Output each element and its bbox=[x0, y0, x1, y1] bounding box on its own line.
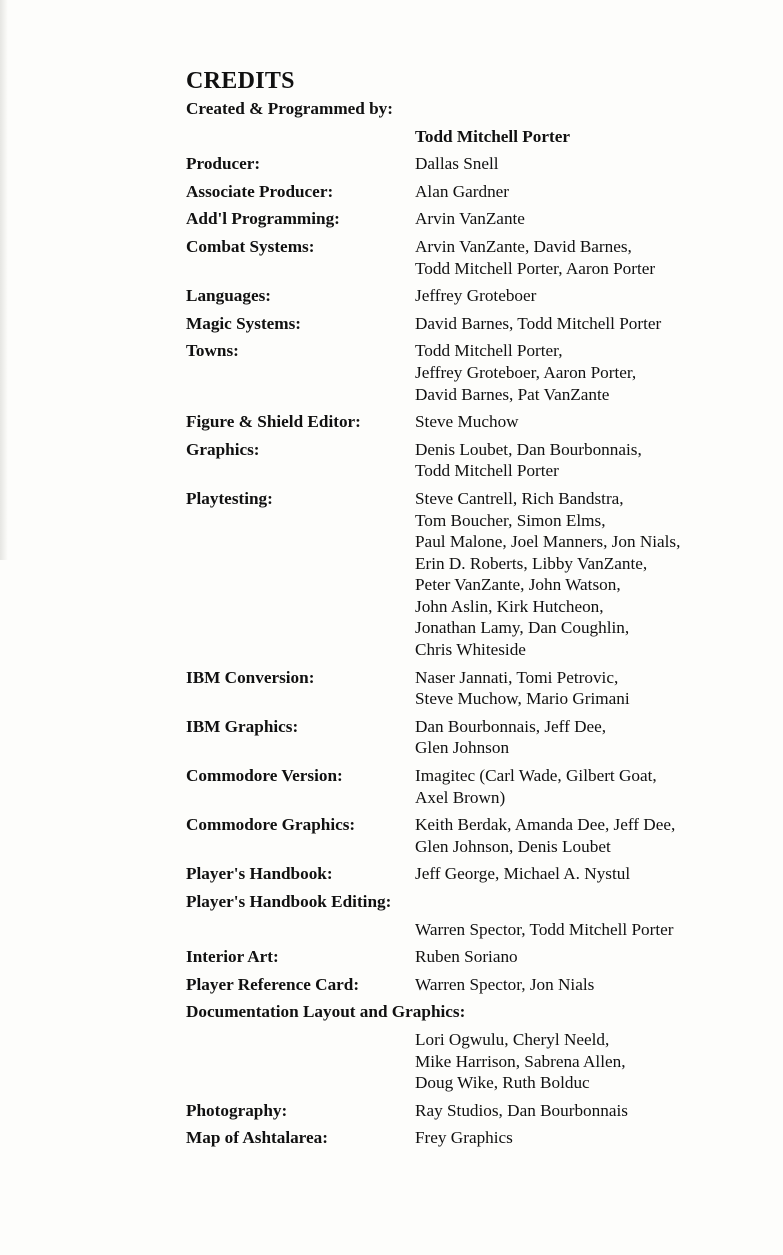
credit-name-line: Arvin VanZante, David Barnes, bbox=[415, 236, 632, 256]
credit-names bbox=[415, 208, 766, 230]
credit-name-line: David Barnes, Pat VanZante bbox=[415, 384, 610, 404]
credit-name-line: Warren Spector, Jon Nials bbox=[415, 974, 595, 994]
credit-role: Magic Systems: bbox=[186, 313, 302, 333]
credit-name-line: Axel Brown) bbox=[415, 787, 506, 807]
credit-role: Playtesting: bbox=[186, 488, 273, 508]
credit-name-line: Paul Malone, Joel Manners, Jon Nials, bbox=[415, 532, 681, 552]
credit-name-line: Denis Loubet, Dan Bourbonnais, bbox=[415, 439, 642, 459]
credit-name-line: Keith Berdak, Amanda Dee, Jeff Dee, bbox=[415, 815, 676, 835]
credit-name-line: Jeffrey Groteboer bbox=[415, 286, 537, 306]
credit-name-line: Peter VanZante, John Watson, bbox=[415, 575, 621, 595]
credit-name-line: Dallas Snell bbox=[415, 154, 499, 174]
credit-row bbox=[186, 181, 766, 203]
doc-layout-label: Documentation Layout and Graphics: bbox=[186, 1002, 466, 1022]
credit-name-line: Naser Jannati, Tomi Petrovic, bbox=[415, 667, 619, 687]
credit-role: Towns: bbox=[186, 341, 239, 361]
credit-row bbox=[186, 1100, 766, 1122]
created-by-name: Todd Mitchell Porter bbox=[415, 126, 570, 146]
credit-names bbox=[415, 411, 766, 433]
credit-row bbox=[186, 667, 766, 710]
credit-name-line: Erin D. Roberts, Libby VanZante, bbox=[415, 553, 648, 573]
credit-names bbox=[415, 181, 766, 203]
created-by-label: Created & Programmed by: bbox=[186, 99, 393, 118]
credit-name-line: Steve Cantrell, Rich Bandstra, bbox=[415, 488, 624, 508]
credit-name-line: Doug Wike, Ruth Bolduc bbox=[415, 1073, 590, 1093]
credit-role: Map of Ashtalarea: bbox=[186, 1128, 328, 1148]
credit-name-line: Arvin VanZante bbox=[415, 209, 525, 229]
credit-role: IBM Graphics: bbox=[186, 716, 299, 736]
credit-name-line: Todd Mitchell Porter, Aaron Porter bbox=[415, 258, 656, 278]
credit-names bbox=[415, 285, 766, 307]
doc-layout-row bbox=[186, 1029, 766, 1094]
credit-name-line: Ruben Soriano bbox=[415, 947, 518, 967]
credit-names bbox=[415, 153, 766, 175]
credit-role: Photography: bbox=[186, 1100, 288, 1120]
handbook-editing-name: Warren Spector, Todd Mitchell Porter bbox=[415, 919, 674, 939]
credit-row bbox=[186, 488, 766, 661]
credit-names bbox=[415, 974, 766, 996]
credit-role: Producer: bbox=[186, 154, 261, 174]
credit-role: Languages: bbox=[186, 286, 271, 306]
credit-name-line: John Aslin, Kirk Hutcheon, bbox=[415, 596, 604, 616]
credit-role: IBM Conversion: bbox=[186, 667, 315, 687]
credit-name-line: Mike Harrison, Sabrena Allen, bbox=[415, 1051, 626, 1071]
credit-row bbox=[186, 946, 766, 968]
credit-name-line: Chris Whiteside bbox=[415, 640, 526, 660]
credit-row bbox=[186, 814, 766, 857]
credit-names bbox=[415, 814, 766, 857]
credit-name-line: Jeff George, Michael A. Nystul bbox=[415, 864, 631, 884]
page-title: CREDITS bbox=[186, 68, 295, 94]
credits-page bbox=[186, 66, 766, 1149]
credit-name-line: David Barnes, Todd Mitchell Porter bbox=[415, 313, 662, 333]
credit-role: Associate Producer: bbox=[186, 181, 334, 201]
credit-role: Add'l Programming: bbox=[186, 209, 340, 229]
credit-name-line: Frey Graphics bbox=[415, 1128, 513, 1148]
credit-name-line: Dan Bourbonnais, Jeff Dee, bbox=[415, 716, 607, 736]
credit-names bbox=[415, 1100, 766, 1122]
credits-list-c bbox=[186, 1100, 766, 1149]
credit-names bbox=[415, 716, 766, 759]
credit-names bbox=[415, 439, 766, 482]
credit-role: Interior Art: bbox=[186, 947, 279, 967]
credit-names bbox=[415, 313, 766, 335]
credit-name-line: Todd Mitchell Porter, bbox=[415, 341, 563, 361]
page-edge-shadow bbox=[0, 0, 8, 560]
credit-row bbox=[186, 153, 766, 175]
credit-names bbox=[415, 340, 766, 405]
credit-name-line: Lori Ogwulu, Cheryl Neeld, bbox=[415, 1029, 610, 1049]
credit-role: Commodore Version: bbox=[186, 766, 343, 786]
credit-names bbox=[415, 946, 766, 968]
credit-row bbox=[186, 716, 766, 759]
credit-name-line: Jonathan Lamy, Dan Coughlin, bbox=[415, 618, 630, 638]
credit-name-line: Glen Johnson, Denis Loubet bbox=[415, 836, 611, 856]
credit-row bbox=[186, 439, 766, 482]
handbook-editing-row bbox=[186, 919, 766, 941]
credit-role: Graphics: bbox=[186, 439, 260, 459]
credit-name-line: Alan Gardner bbox=[415, 181, 510, 201]
credit-role: Player Reference Card: bbox=[186, 974, 360, 994]
credit-names bbox=[415, 1127, 766, 1149]
credit-name-line: Todd Mitchell Porter bbox=[415, 461, 559, 481]
credits-list-b bbox=[186, 946, 766, 995]
credit-row bbox=[186, 1127, 766, 1149]
handbook-editing-label: Player's Handbook Editing: bbox=[186, 892, 392, 911]
credit-name-line: Imagitec (Carl Wade, Gilbert Goat, bbox=[415, 766, 657, 786]
credit-row bbox=[186, 411, 766, 433]
credit-role: Figure & Shield Editor: bbox=[186, 412, 361, 432]
credit-name-line: Jeffrey Groteboer, Aaron Porter, bbox=[415, 362, 637, 382]
credits-list-a bbox=[186, 153, 766, 885]
credit-name-line: Steve Muchow, Mario Grimani bbox=[415, 689, 630, 709]
credit-names bbox=[415, 863, 766, 885]
credit-role: Combat Systems: bbox=[186, 236, 315, 256]
credit-names bbox=[415, 488, 766, 661]
credit-row bbox=[186, 236, 766, 279]
credit-name-line: Tom Boucher, Simon Elms, bbox=[415, 510, 606, 530]
credit-role: Player's Handbook: bbox=[186, 864, 333, 884]
credit-names bbox=[415, 765, 766, 808]
credit-row bbox=[186, 863, 766, 885]
credit-row bbox=[186, 313, 766, 335]
doc-layout-names bbox=[415, 1029, 766, 1094]
credit-role: Commodore Graphics: bbox=[186, 815, 356, 835]
credit-row bbox=[186, 285, 766, 307]
credit-row bbox=[186, 974, 766, 996]
credit-name-line: Ray Studios, Dan Bourbonnais bbox=[415, 1100, 628, 1120]
credit-row bbox=[186, 340, 766, 405]
credit-names bbox=[415, 236, 766, 279]
credit-row bbox=[186, 765, 766, 808]
created-by-row bbox=[186, 126, 766, 148]
credit-names bbox=[415, 667, 766, 710]
credit-row bbox=[186, 208, 766, 230]
credit-name-line: Steve Muchow bbox=[415, 412, 519, 432]
credit-name-line: Glen Johnson bbox=[415, 738, 510, 758]
